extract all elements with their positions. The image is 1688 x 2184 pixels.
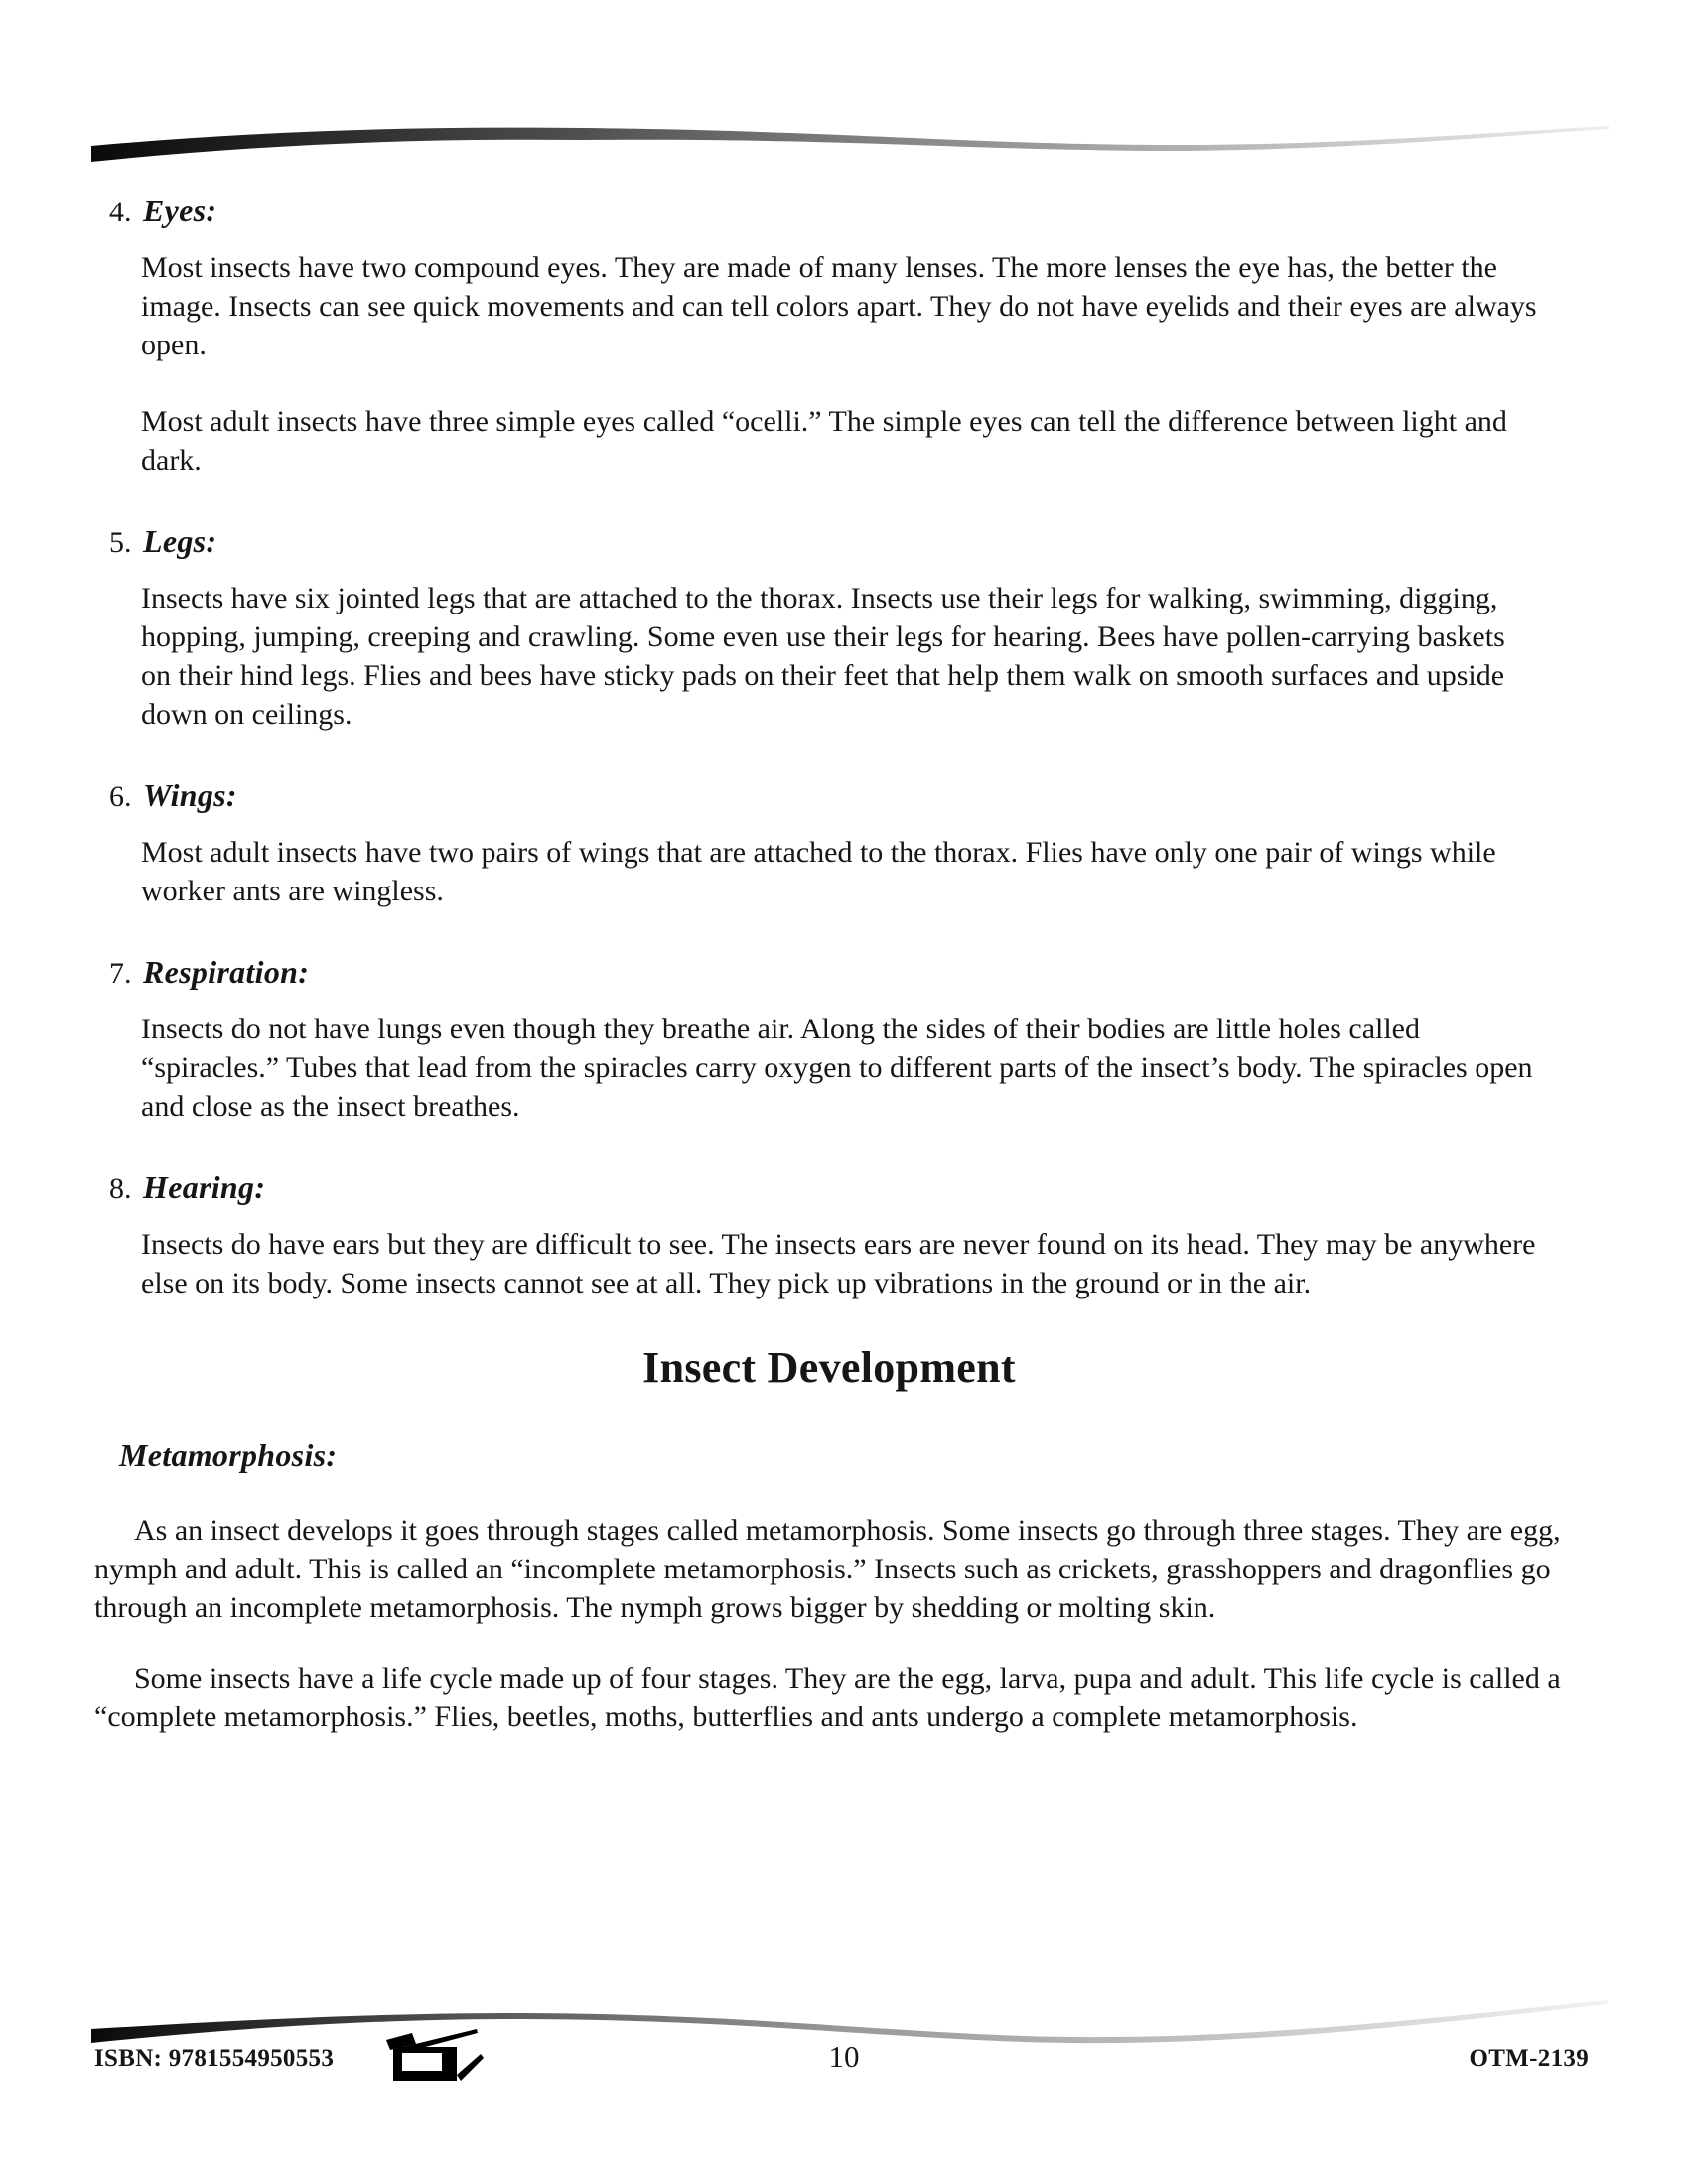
section-respiration (109, 952, 1589, 1126)
section-eyes (109, 191, 1589, 479)
paragraph: Most adult insects have three simple eyes called “ocelli.” The simple eyes can tell the difference between light and dark. (141, 405, 1507, 477)
section-number: 4. (109, 196, 132, 228)
section-heading (109, 191, 1589, 232)
section-legs (109, 521, 1589, 734)
page-content (94, 191, 1589, 1736)
section-heading (109, 521, 1589, 563)
section-number: 5. (109, 526, 132, 559)
section-heading (109, 775, 1589, 817)
section-title: Respiration: (143, 954, 310, 990)
section-heading (109, 1167, 1589, 1209)
section-heading (109, 952, 1589, 994)
paragraph: Insects have six jointed legs that are attached to the thorax. Insects use their legs for walking, swimming, digging, hopping, jumping, creeping and crawling. Some even use their legs for hearing. Bees have pollen-carrying baskets on their hind legs. Flies and bees have sticky pads on their feet that help them walk on smooth surfaces and upside down on ceilings. (141, 582, 1505, 731)
section-title: Eyes: (143, 193, 217, 228)
paragraph: As an insect develops it goes through stages called metamorphosis. Some insects go through three stages. They are egg, nymph and adult. This is called an “incomplete metamorphosis.” Insects such as crickets, grasshoppers and dragonflies go through an incomplete metamorphosis. The nymph grows bigger by shedding or molting skin. (94, 1514, 1561, 1624)
paragraph: Insects do not have lungs even though they breathe air. Along the sides of their bodies are little holes called “spiracles.” Tubes that lead from the spiracles carry oxygen to different parts of the insect’s body. The spiracles open and close as the insect breathes. (141, 1013, 1533, 1123)
page-number: 10 (828, 2039, 860, 2074)
section-title: Wings: (143, 777, 237, 813)
document-code: OTM-2139 (1469, 2045, 1589, 2072)
top-swoosh-decoration (87, 102, 1612, 172)
section-wings (109, 775, 1589, 910)
metamorphosis-subheading: Metamorphosis: (119, 1437, 338, 1473)
section-number: 8. (109, 1172, 132, 1205)
paragraph: Insects do have ears but they are difficult to see. The insects ears are never found on its head. They may be anywhere else on its body. Some insects cannot see at all. They pick up vibrations in the ground or in the air. (141, 1228, 1536, 1299)
section-number: 7. (109, 957, 132, 990)
paragraph: Some insects have a life cycle made up of four stages. They are the egg, larva, pupa and adult. This life cycle is called a “complete metamorphosis.” Flies, beetles, moths, butterflies and ants undergo a complete metamorphosis. (94, 1662, 1561, 1733)
paragraph: Most insects have two compound eyes. They are made of many lenses. The more lenses the eye has, the better the image. Insects can see quick movements and can tell colors apart. They do not have eyelids and their eyes are always open. (141, 251, 1537, 361)
isbn-label: ISBN: 9781554950553 (94, 2045, 335, 2072)
section-hearing (109, 1167, 1589, 1302)
section-insect-development (94, 1344, 1564, 1736)
section-title: Legs: (143, 523, 217, 559)
section-number: 6. (109, 780, 132, 813)
section-title: Hearing: (143, 1169, 266, 1205)
paragraph: Most adult insects have two pairs of wings that are attached to the thorax. Flies have only one pair of wings while worker ants are wingless. (141, 836, 1496, 907)
development-heading: Insect Development (642, 1343, 1016, 1392)
